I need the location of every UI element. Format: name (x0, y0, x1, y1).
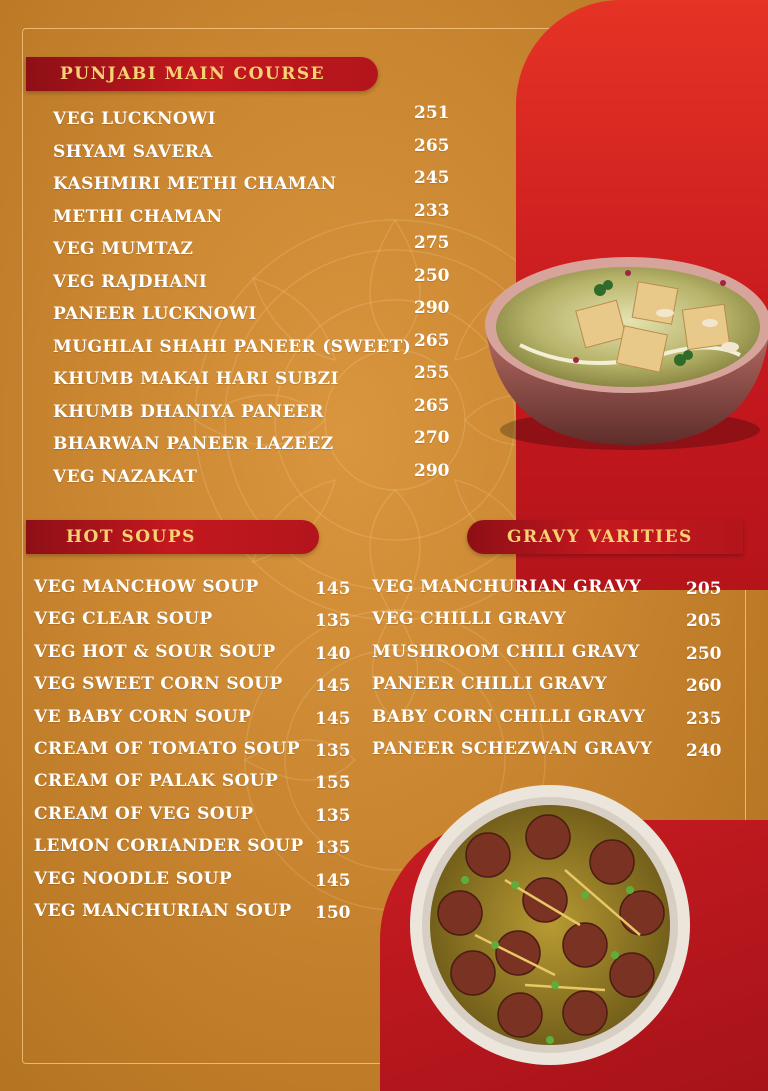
menu-item-price: 251 (414, 103, 450, 123)
menu-item-name: VEG CLEAR SOUP (34, 609, 213, 630)
menu-item-price: 135 (315, 611, 351, 632)
menu-item-name: VEG CHILLI GRAVY (372, 609, 567, 630)
menu-item-name: VEG MUMTAZ (53, 239, 194, 259)
menu-item-name: VEG MANCHOW SOUP (34, 577, 259, 597)
menu-item-name: BHARWAN PANEER LAZEEZ (53, 434, 334, 454)
menu-item-name: CREAM OF VEG SOUP (34, 803, 254, 824)
menu-item-name: CREAM OF PALAK SOUP (34, 771, 279, 792)
menu-item-price: 235 (686, 708, 722, 729)
menu-item-price: 145 (315, 708, 351, 729)
menu-item-price: 135 (315, 741, 351, 761)
menu-item-name: MUGHLAI SHAHI PANEER (SWEET) (53, 336, 412, 357)
menu-item-name: VEG MANCHURIAN SOUP (34, 901, 292, 921)
menu-item-price: 250 (414, 265, 450, 286)
menu-item-name: KHUMB MAKAI HARI SUBZI (53, 369, 339, 389)
menu-item-price: 255 (414, 363, 450, 383)
menu-item-price: 233 (414, 200, 450, 221)
menu-item-name: BABY CORN CHILLI GRAVY (372, 706, 646, 727)
menu-item-price: 290 (414, 460, 450, 481)
menu-item-name: PANEER LUCKNOWI (53, 304, 257, 324)
menu-item-name: VEG SWEET CORN SOUP (34, 674, 283, 695)
menu-item-name: VEG NOODLE SOUP (34, 868, 233, 889)
menu-item-price: 205 (686, 611, 722, 632)
menu-item-price: 275 (414, 233, 450, 253)
menu-item-price: 150 (315, 903, 351, 923)
menu-item-price: 135 (315, 805, 351, 826)
menu-item-name: LEMON CORIANDER SOUP (34, 836, 304, 857)
menu-item-name: VEG MANCHURIAN GRAVY (372, 577, 642, 597)
menu-item-name: VEG RAJDHANI (53, 271, 208, 292)
menu-item-price: 145 (315, 676, 351, 697)
hot-soups-banner: HOT SOUPS (26, 520, 319, 554)
menu-item-name: VEG HOT & SOUR SOUP (34, 641, 276, 662)
menu-item-price: 240 (686, 741, 722, 761)
menu-item-name: METHI CHAMAN (53, 206, 223, 227)
menu-item-name: VE BABY CORN SOUP (34, 706, 252, 727)
menu-item-price: 135 (315, 838, 351, 859)
menu-item-price: 245 (414, 168, 450, 188)
menu-item-price: 145 (315, 870, 351, 891)
menu-item-name: VEG NAZAKAT (53, 466, 198, 487)
menu-item-name: VEG LUCKNOWI (53, 109, 216, 129)
menu-item-name: MUSHROOM CHILI GRAVY (372, 641, 640, 662)
menu-item-name: PANEER SCHEZWAN GRAVY (372, 739, 653, 759)
menu-item-price: 155 (315, 773, 351, 794)
manchurian-soup-bowl-image (405, 785, 695, 1065)
menu-item-price: 205 (686, 579, 722, 599)
menu-item-price: 250 (686, 643, 722, 664)
menu-item-price: 265 (414, 330, 450, 351)
menu-item-price: 270 (414, 428, 450, 448)
menu-item-name: CREAM OF TOMATO SOUP (34, 739, 300, 759)
punjabi-main-course-banner: PUNJABI MAIN COURSE (26, 57, 378, 91)
menu-item-price: 265 (414, 395, 450, 416)
menu-item-price: 260 (686, 676, 722, 697)
menu-item-price: 265 (414, 135, 450, 156)
paneer-curry-bowl-image (480, 245, 768, 455)
gravy-varities-banner: GRAVY VARITIES (467, 520, 743, 554)
menu-item-name: PANEER CHILLI GRAVY (372, 674, 608, 695)
menu-item-price: 145 (315, 579, 351, 599)
menu-item-name: KHUMB DHANIYA PANEER (53, 401, 324, 422)
menu-item-name: KASHMIRI METHI CHAMAN (53, 174, 337, 194)
menu-item-price: 140 (315, 643, 351, 664)
menu-item-price: 290 (414, 298, 450, 318)
menu-item-name: SHYAM SAVERA (53, 141, 213, 162)
